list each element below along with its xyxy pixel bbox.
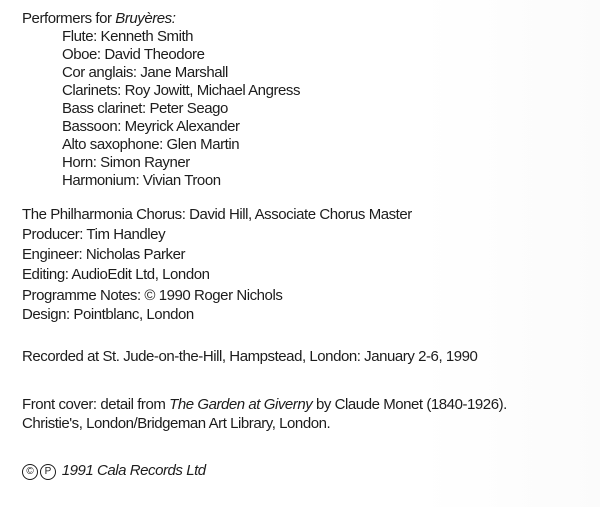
performer-item: Bass clarinet: Peter Seago: [62, 100, 228, 117]
chorus-credit: The Philharmonia Chorus: David Hill, Associate Chorus Master: [22, 206, 412, 223]
copyright-c-icon: ©: [22, 464, 38, 480]
cover-credit-suffix: by Claude Monet (1840-1926).: [312, 396, 507, 413]
design-credit: Design: Pointblanc, London: [22, 306, 194, 323]
cover-credit-line2: Christie's, London/Bridgeman Art Library, London.: [22, 415, 331, 432]
performer-item: Flute: Kenneth Smith: [62, 28, 194, 45]
performers-heading-prefix: Performers for: [22, 10, 116, 27]
copyright-symbol: ©: [144, 287, 156, 304]
producer-credit: Producer: Tim Handley: [22, 226, 166, 243]
performers-heading: [22, 10, 175, 28]
engineer-credit: Engineer: Nicholas Parker: [22, 246, 186, 263]
performers-heading-work: Bruyères:: [115, 10, 176, 27]
performer-item: Harmonium: Vivian Troon: [62, 172, 221, 189]
programme-notes-prefix: Programme Notes:: [22, 287, 145, 304]
performer-item: Clarinets: Roy Jowitt, Michael Angress: [62, 82, 300, 99]
copyright-line: [22, 462, 206, 480]
programme-notes-credit: [22, 287, 282, 305]
copyright-text: 1991 Cala Records Ltd: [61, 462, 206, 479]
editing-credit: Editing: AudioEdit Ltd, London: [22, 266, 210, 283]
performer-item: Horn: Simon Rayner: [62, 154, 190, 171]
cover-credit-line1: [22, 396, 507, 414]
painting-title: The Garden at Giverny: [169, 396, 313, 413]
performer-item: Bassoon: Meyrick Alexander: [62, 118, 240, 135]
programme-notes-suffix: 1990 Roger Nichols: [155, 287, 283, 304]
performer-item: Oboe: David Theodore: [62, 46, 205, 63]
performer-item: Cor anglais: Jane Marshall: [62, 64, 228, 81]
cover-credit-prefix: Front cover: detail from: [22, 396, 170, 413]
performer-item: Alto saxophone: Glen Martin: [62, 136, 240, 153]
phonogram-p-icon: P: [40, 464, 56, 480]
recording-location: Recorded at St. Jude-on-the-Hill, Hampstead, London: January 2-6, 1990: [22, 348, 478, 365]
